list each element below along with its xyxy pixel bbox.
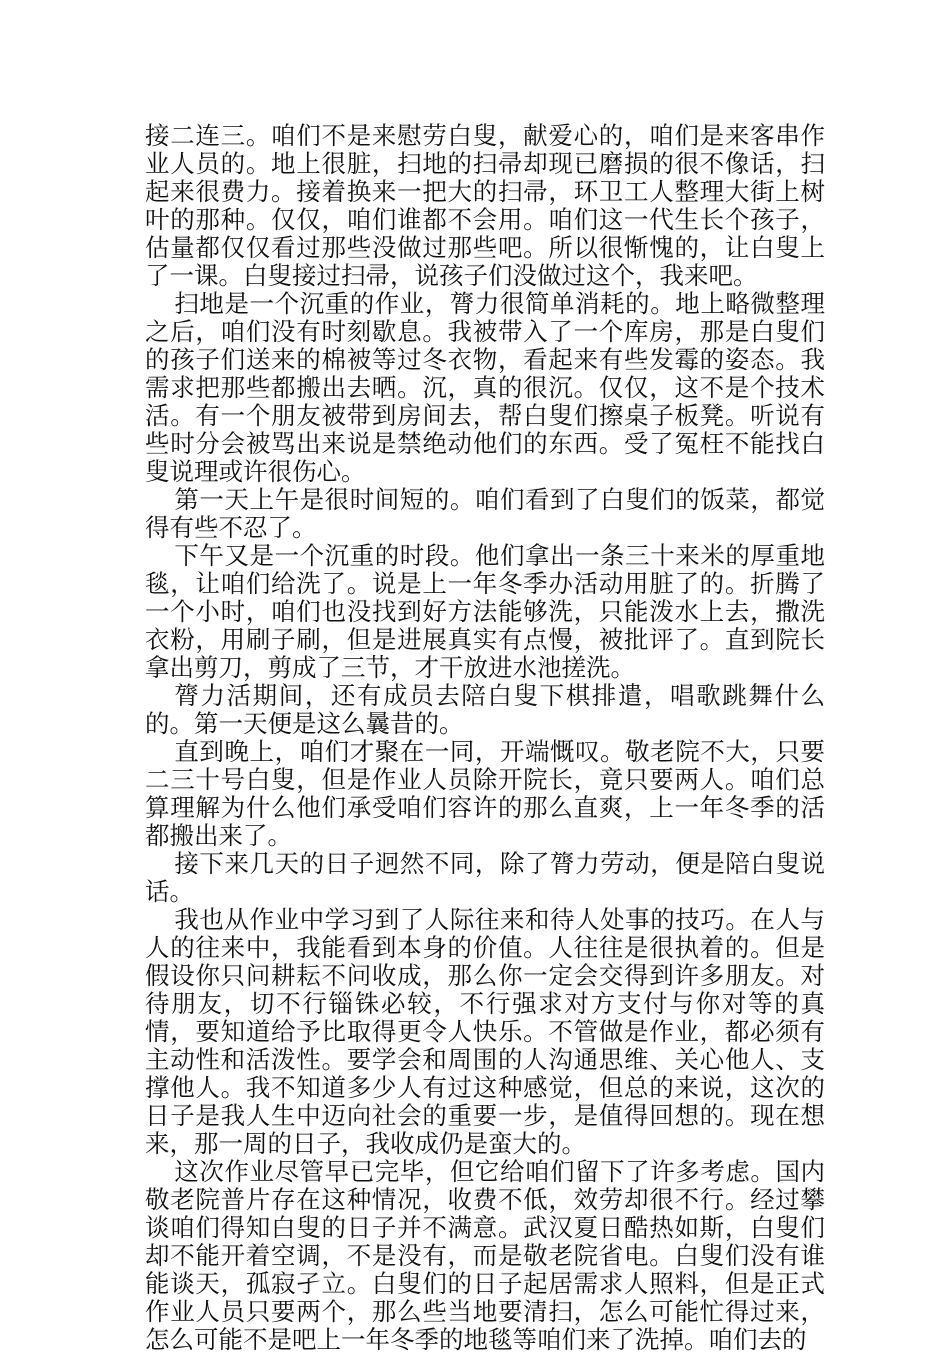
paragraph-4: 下午又是一个沉重的时段。他们拿出一条三十来米的厚重地毯，让咱们给洗了。说是上一年冬季办活动用脏了的。折腾了一个小时，咱们也没找到好方法能够洗，只能泼水上去，撒洗衣粉，用刷子刷，但是进展真实有点慢，被批评了。直到院长拿出剪刀，剪成了三节，才干放进水池搓洗。 (145, 541, 825, 682)
paragraph-5: 膂力活期间，还有成员去陪白叟下棋排遣，唱歌跳舞什么的。第一天便是这么曩昔的。 (145, 681, 825, 738)
paragraph-1: 接二连三。咱们不是来慰劳白叟，献爱心的，咱们是来客串作业人员的。地上很脏，扫地的扫帚却现已磨损的很不像话，扫起来很费力。接着换来一把大的扫帚，环卫工人整理大街上树叶的那种。仅仅，咱们谁都不会用。咱们这一代生长个孩子，估量都仅仅看过那些没做过那些吧。所以很惭愧的，让白叟上了一课。白叟接过扫帚，说孩子们没做过这个，我来吧。 (145, 121, 825, 290)
paragraph-2: 扫地是一个沉重的作业，膂力很简单消耗的。地上略微整理之后，咱们没有时刻歇息。我被带入了一个库房，那是白叟们的孩子们送来的棉被等过冬衣物，看起来有些发霉的姿态。我需求把那些都搬出去晒。沉，真的很沉。仅仅，这不是个技术活。有一个朋友被带到房间去，帮白叟们擦桌子板凳。听说有些时分会被骂出来说是禁绝动他们的东西。受了冤枉不能找白叟说理或许很伤心。 (145, 289, 825, 486)
document-body (145, 122, 825, 1354)
paragraph-8: 我也从作业中学习到了人际往来和待人处事的技巧。在人与人的往来中，我能看到本身的价值。人往往是很执着的。但是假设你只问耕耘不问收成，那么你一定会交得到许多朋友。对待朋友，切不行锱铢必较，不行强求对方支付与你对等的真情，要知道给予比取得更令人快乐。不管做是作业，都必须有主动性和活泼性。要学会和周围的人沟通思维、关心他人、支撑他人。我不知道多少人有过这种感觉，但总的来说，这次的日子是我人生中迈向社会的重要一步，是值得回想的。现在想来，那一周的日子，我收成仍是蛮大的。 (145, 905, 825, 1158)
paragraph-6: 直到晚上，咱们才聚在一同，开端慨叹。敬老院不大，只要二三十号白叟，但是作业人员除开院长，竟只要两人。咱们总算理解为什么他们承受咱们容许的那么直爽，上一年冬季的活都搬出来了。 (145, 737, 825, 850)
paragraph-9: 这次作业尽管早已完毕，但它给咱们留下了许多考虑。国内敬老院普片存在这种情况，收费不低，效劳却很不行。经过攀谈咱们得知白叟的日子并不满意。武汉夏日酷热如斯，白叟们却不能开着空调，不是没有，而是敬老院省电。白叟们没有谁能谈天，孤寂孑立。白叟们的日子起居需求人照料，但是正式作业人员只要两个，那么些当地要清扫，怎么可能忙得过来，怎么可能不是吧上一年冬季的地毯等咱们来了洗掉。咱们去的 (145, 1157, 825, 1354)
paragraph-3: 第一天上午是很时间短的。咱们看到了白叟们的饭菜，都觉得有些不忍了。 (145, 485, 825, 542)
paragraph-7: 接下来几天的日子迥然不同，除了膂力劳动，便是陪白叟说话。 (145, 849, 825, 906)
